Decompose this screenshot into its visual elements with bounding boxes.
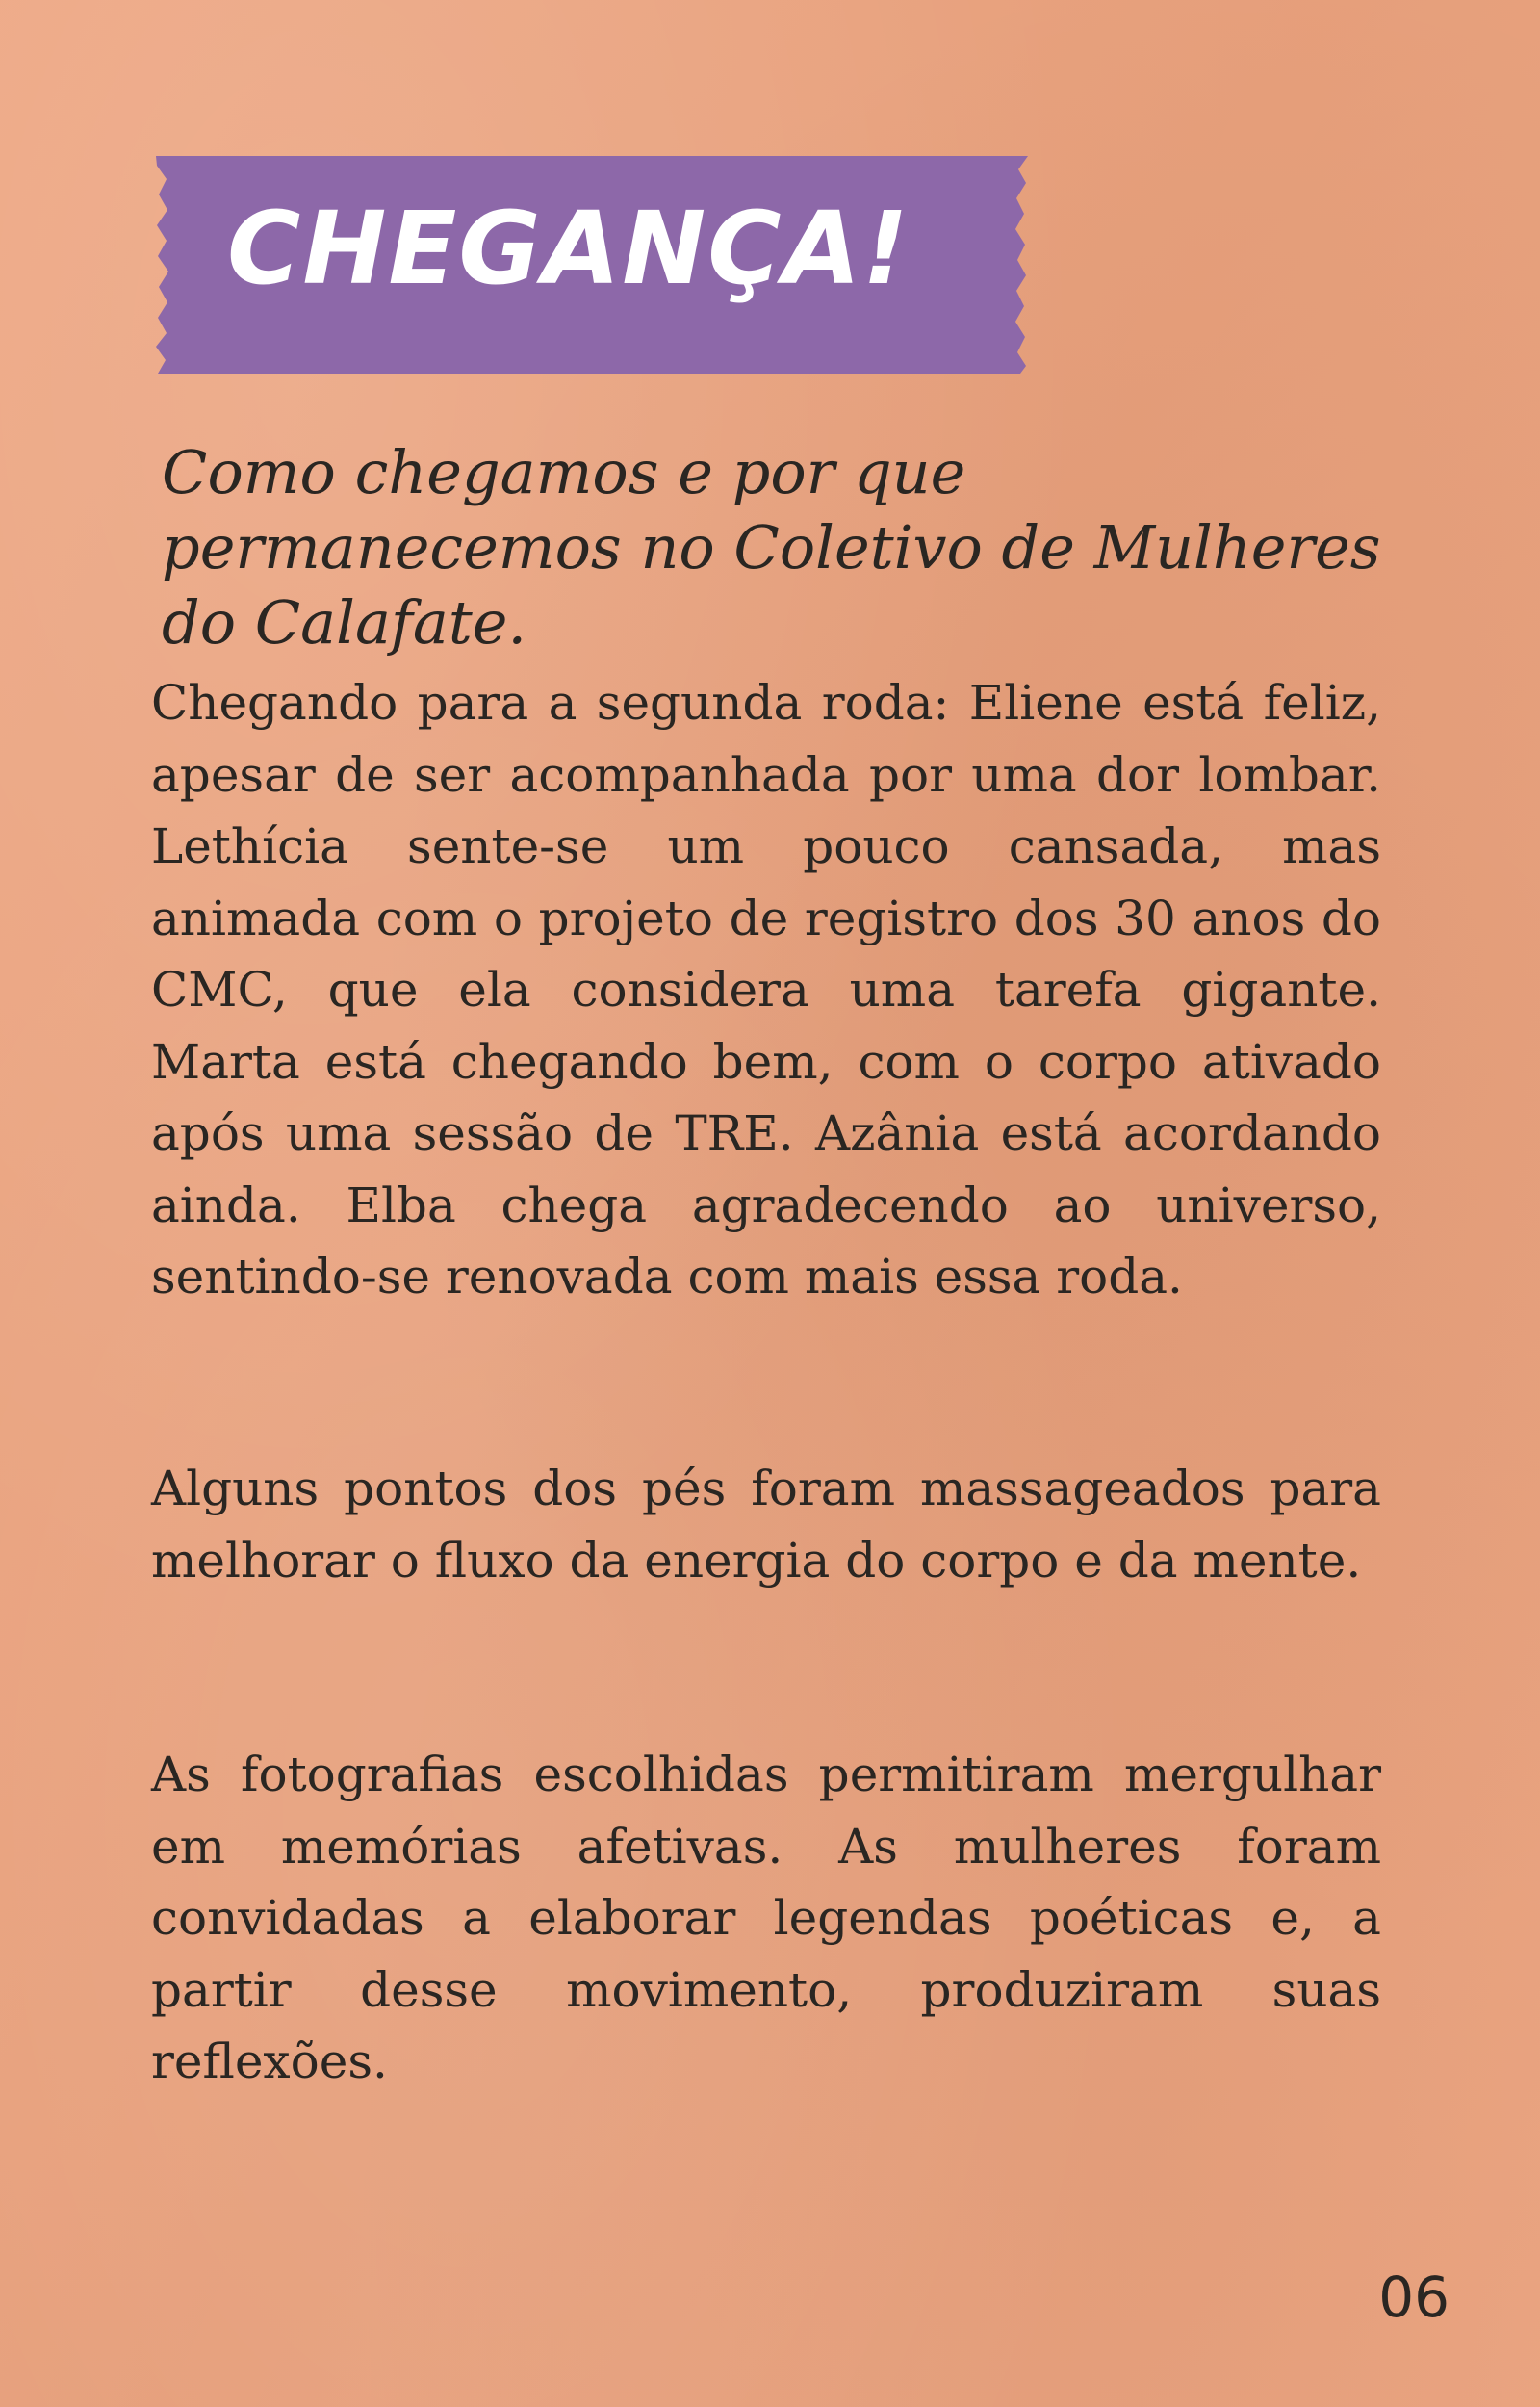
section-subtitle: Como chegamos e por que permanecemos no Coletivo de Mulheres do Calafate. (162, 437, 1381, 658)
paragraph-2: Alguns pontos dos pés foram massageados para melhorar o fluxo da energia do corpo e da mente. (151, 1461, 1381, 1589)
page-number: 06 (1378, 2265, 1450, 2330)
page-title: CHEGANÇA! (227, 190, 911, 307)
title-tape-banner (154, 156, 1028, 374)
paragraph-1: Chegando para a segunda roda: Eliene está feliz, apesar de ser acompanhada por uma dor lombar. Lethícia sente-se um pouco cansada, mas animada com o projeto de registro dos 30 anos do CMC, que ela considera uma tarefa gigante. Marta está chegando bem, com o corpo ativado após uma sessão de TRE. Azânia está acordando ainda. Elba chega agradecendo ao universo, sentindo-se renovada com mais essa roda. (151, 675, 1381, 1305)
paragraph-3: As fotografias escolhidas permitiram mergulhar em memórias afetivas. As mulheres foram convidadas a elaborar legendas poéticas e, a partir desse movimento, produziram suas reflexões. (151, 1747, 1381, 2089)
